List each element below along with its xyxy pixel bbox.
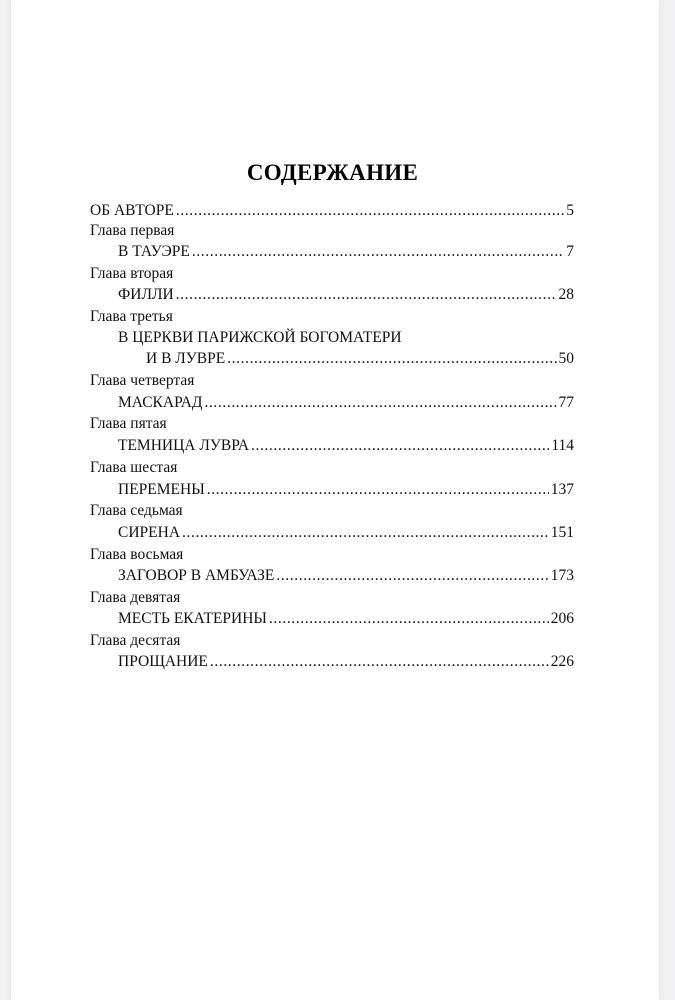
dot-leader xyxy=(207,479,549,501)
chapter-label: Глава восьмая xyxy=(90,546,184,563)
chapter-label: Глава десятая xyxy=(90,632,181,649)
dot-leader xyxy=(210,651,549,673)
dot-leader xyxy=(251,435,549,457)
toc-entry-ch6[interactable] xyxy=(118,479,574,501)
page-number: 137 xyxy=(550,481,574,498)
dot-leader xyxy=(176,284,557,306)
toc-entry-ch8[interactable] xyxy=(118,565,574,587)
page-number: 77 xyxy=(558,394,574,411)
entry-title: МЕСТЬ ЕКАТЕРИНЫ xyxy=(118,610,267,627)
chapter-label: Глава пятая xyxy=(90,415,167,432)
chapter-label: Глава четвертая xyxy=(90,372,195,389)
dot-leader xyxy=(182,522,549,544)
toc-entry-ch4[interactable] xyxy=(118,392,574,414)
toc-entry-ch2[interactable] xyxy=(118,284,574,306)
entry-title: ПЕРЕМЕНЫ xyxy=(118,481,205,498)
page-number: 206 xyxy=(550,610,574,627)
toc-entry-ch9[interactable] xyxy=(118,608,574,630)
toc-entry-ch7[interactable] xyxy=(118,522,574,544)
page-number: 28 xyxy=(558,286,574,303)
toc-entry-ch3[interactable] xyxy=(146,348,574,370)
entry-title: ОБ АВТОРЕ xyxy=(90,202,174,219)
dot-leader xyxy=(176,200,564,222)
entry-title: В ТАУЭРЕ xyxy=(118,243,190,260)
page-title: СОДЕРЖАНИЕ xyxy=(246,160,419,185)
entry-title: МАСКАРАД xyxy=(118,394,203,411)
chapter-label: Глава девятая xyxy=(90,589,181,606)
page-number: 50 xyxy=(558,350,574,367)
toc-entry-ch1[interactable] xyxy=(118,241,574,263)
entry-title: ФИЛЛИ xyxy=(118,286,174,303)
dot-leader xyxy=(227,348,556,370)
dot-leader xyxy=(192,241,564,263)
page-number: 151 xyxy=(550,524,574,541)
page-number: 114 xyxy=(551,437,574,454)
dot-leader xyxy=(276,565,548,587)
page-number: 173 xyxy=(550,567,574,584)
dot-leader xyxy=(269,608,549,630)
chapter-label: Глава первая xyxy=(90,222,175,239)
page-number: 226 xyxy=(550,653,574,670)
toc-entry-about[interactable] xyxy=(90,200,574,222)
dot-leader xyxy=(204,392,556,414)
entry-title: ЗАГОВОР В АМБУАЗЕ xyxy=(118,567,275,584)
chapter-label: Глава шестая xyxy=(90,459,178,476)
toc-entry-ch10[interactable] xyxy=(118,651,574,673)
toc-entry-ch5[interactable] xyxy=(118,435,574,457)
chapter-label: Глава седьмая xyxy=(90,502,183,519)
page-number: 7 xyxy=(566,243,574,260)
entry-title: СИРЕНА xyxy=(118,524,181,541)
chapter-label: Глава вторая xyxy=(90,265,174,282)
entry-title: И В ЛУВРЕ xyxy=(146,350,226,367)
page-number: 5 xyxy=(566,202,574,219)
entry-title: ПРОЩАНИЕ xyxy=(118,653,208,670)
entry-title-line1[interactable]: В ЦЕРКВИ ПАРИЖСКОЙ БОГОМАТЕРИ xyxy=(118,329,402,346)
chapter-label: Глава третья xyxy=(90,308,173,325)
entry-title: ТЕМНИЦА ЛУВРА xyxy=(118,437,250,454)
